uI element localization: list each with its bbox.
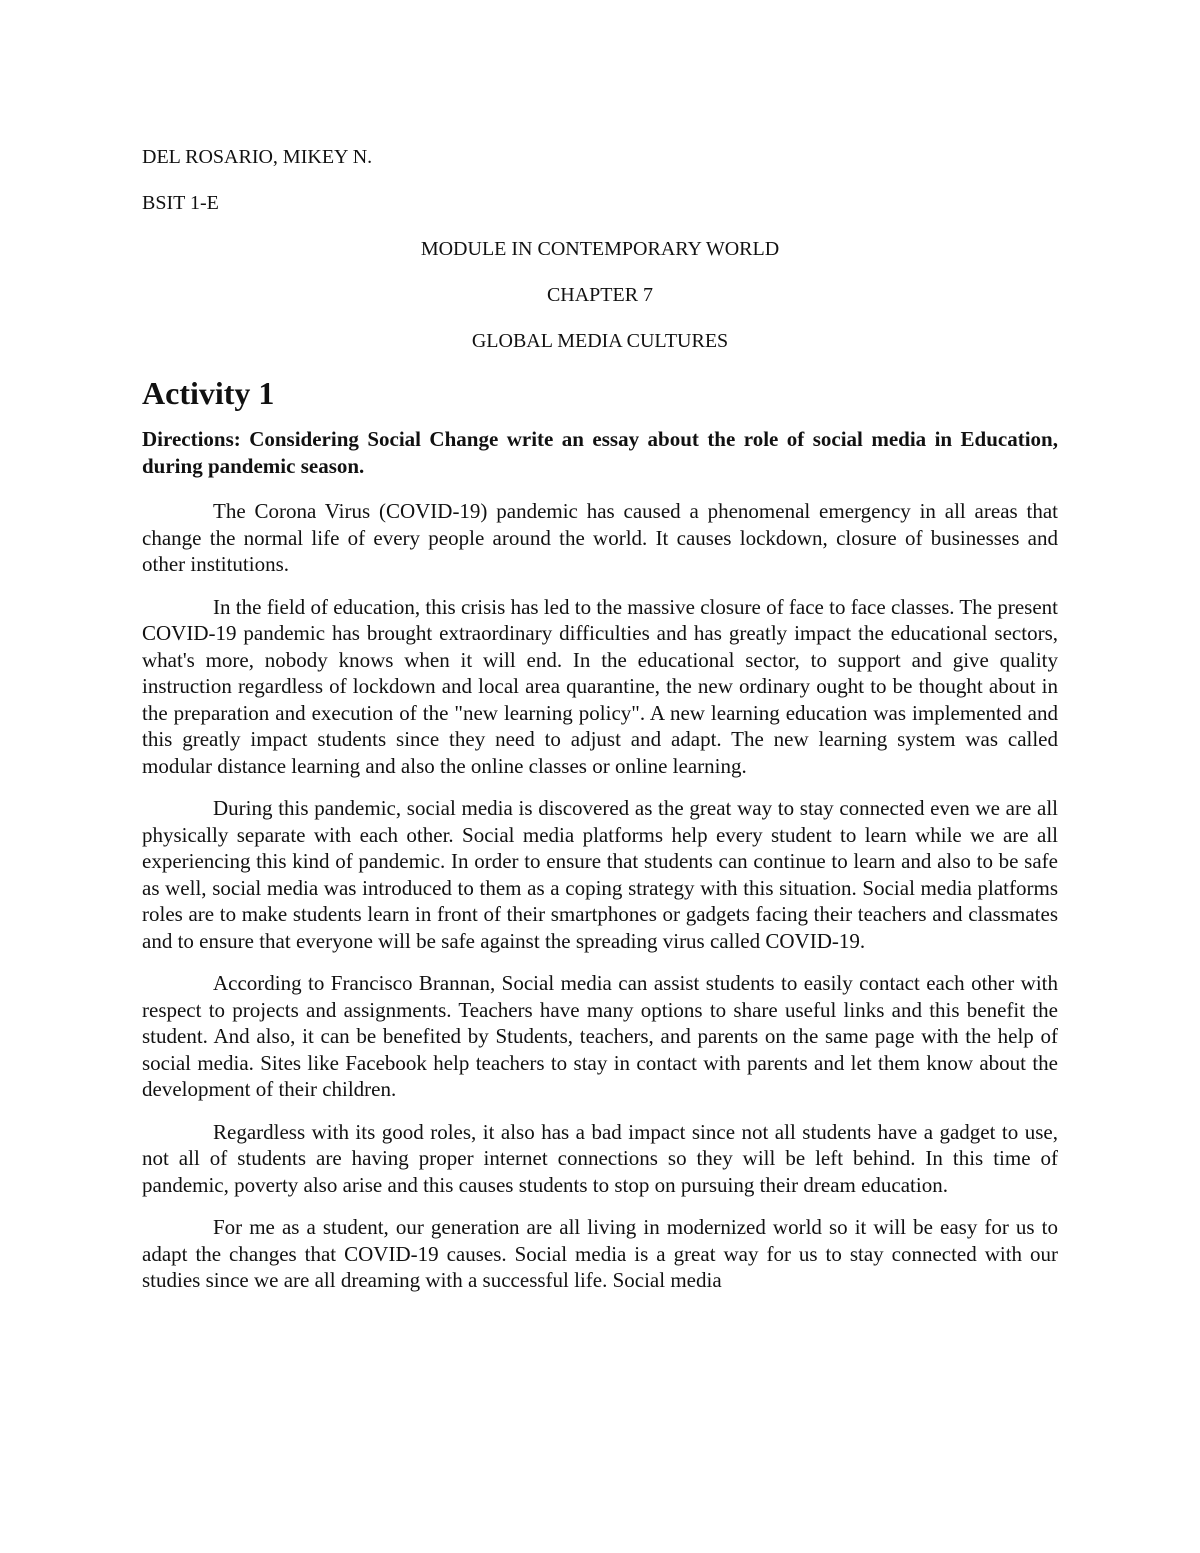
essay-paragraph: Regardless with its good roles, it also has a bad impact since not all students have a gadget to use, not all of students are having proper internet connections so they will be left behind. In this time of pandemic, poverty also arise and this causes students to stop on pursuing their dream education. [142, 1119, 1058, 1197]
activity-title: Activity 1 [142, 375, 275, 411]
essay-paragraph: For me as a student, our generation are all living in modernized world so it will be easy for us to adapt the changes that COVID-19 causes. Social media is a great way for us to stay connected with our studies since we are all dreaming with a successful life. Social media [142, 1215, 1058, 1292]
essay-paragraph: During this pandemic, social media is discovered as the great way to stay connected even we are all physically separate with each other. Social media platforms help every student to learn while we are all experiencing this kind of pandemic. In order to ensure that students can continue to learn and also to be safe as well, social media was introduced to them as a coping strategy with this situation. Social media platforms roles are to make students learn in front of their smartphones or gadgets facing their teachers and classmates and to ensure that everyone will be safe against the spreading virus called COVID-19. [142, 796, 1058, 953]
activity-directions: Directions: Considering Social Change write an essay about the role of social media in Education, during pandemic season. [142, 427, 1058, 478]
student-name: DEL ROSARIO, MIKEY N. [142, 146, 373, 168]
essay-paragraph: According to Francisco Brannan, Social media can assist students to easily contact each other with respect to projects and assignments. Teachers have many options to share useful links and this benefit the student. And also, it can be benefited by Students, teachers, and parents on the same page with the help of social media. Sites like Facebook help teachers to stay in contact with parents and let them know about the development of their children. [142, 971, 1058, 1101]
chapter-number: CHAPTER 7 [546, 284, 654, 306]
chapter-title: GLOBAL MEDIA CULTURES [471, 330, 729, 352]
module-title: MODULE IN CONTEMPORARY WORLD [420, 238, 780, 260]
student-section: BSIT 1-E [142, 192, 219, 214]
essay-paragraph: The Corona Virus (COVID-19) pandemic has caused a phenomenal emergency in all areas that change the normal life of every people around the world. It causes lockdown, closure of businesses and other institutions. [142, 499, 1058, 576]
essay-paragraph: In the field of education, this crisis has led to the massive closure of face to face classes. The present COVID-19 pandemic has brought extraordinary difficulties and has greatly impact the educational sectors, what's more, nobody knows when it will end. In the educational sector, to support and give quality instruction regardless of lockdown and local area quarantine, the new ordinary ought to be thought about in the preparation and execution of the "new learning policy". A new learning education was implemented and this greatly impact students since they need to adjust and adapt. The new learning system was called modular distance learning and also the online classes or online learning. [142, 594, 1058, 778]
